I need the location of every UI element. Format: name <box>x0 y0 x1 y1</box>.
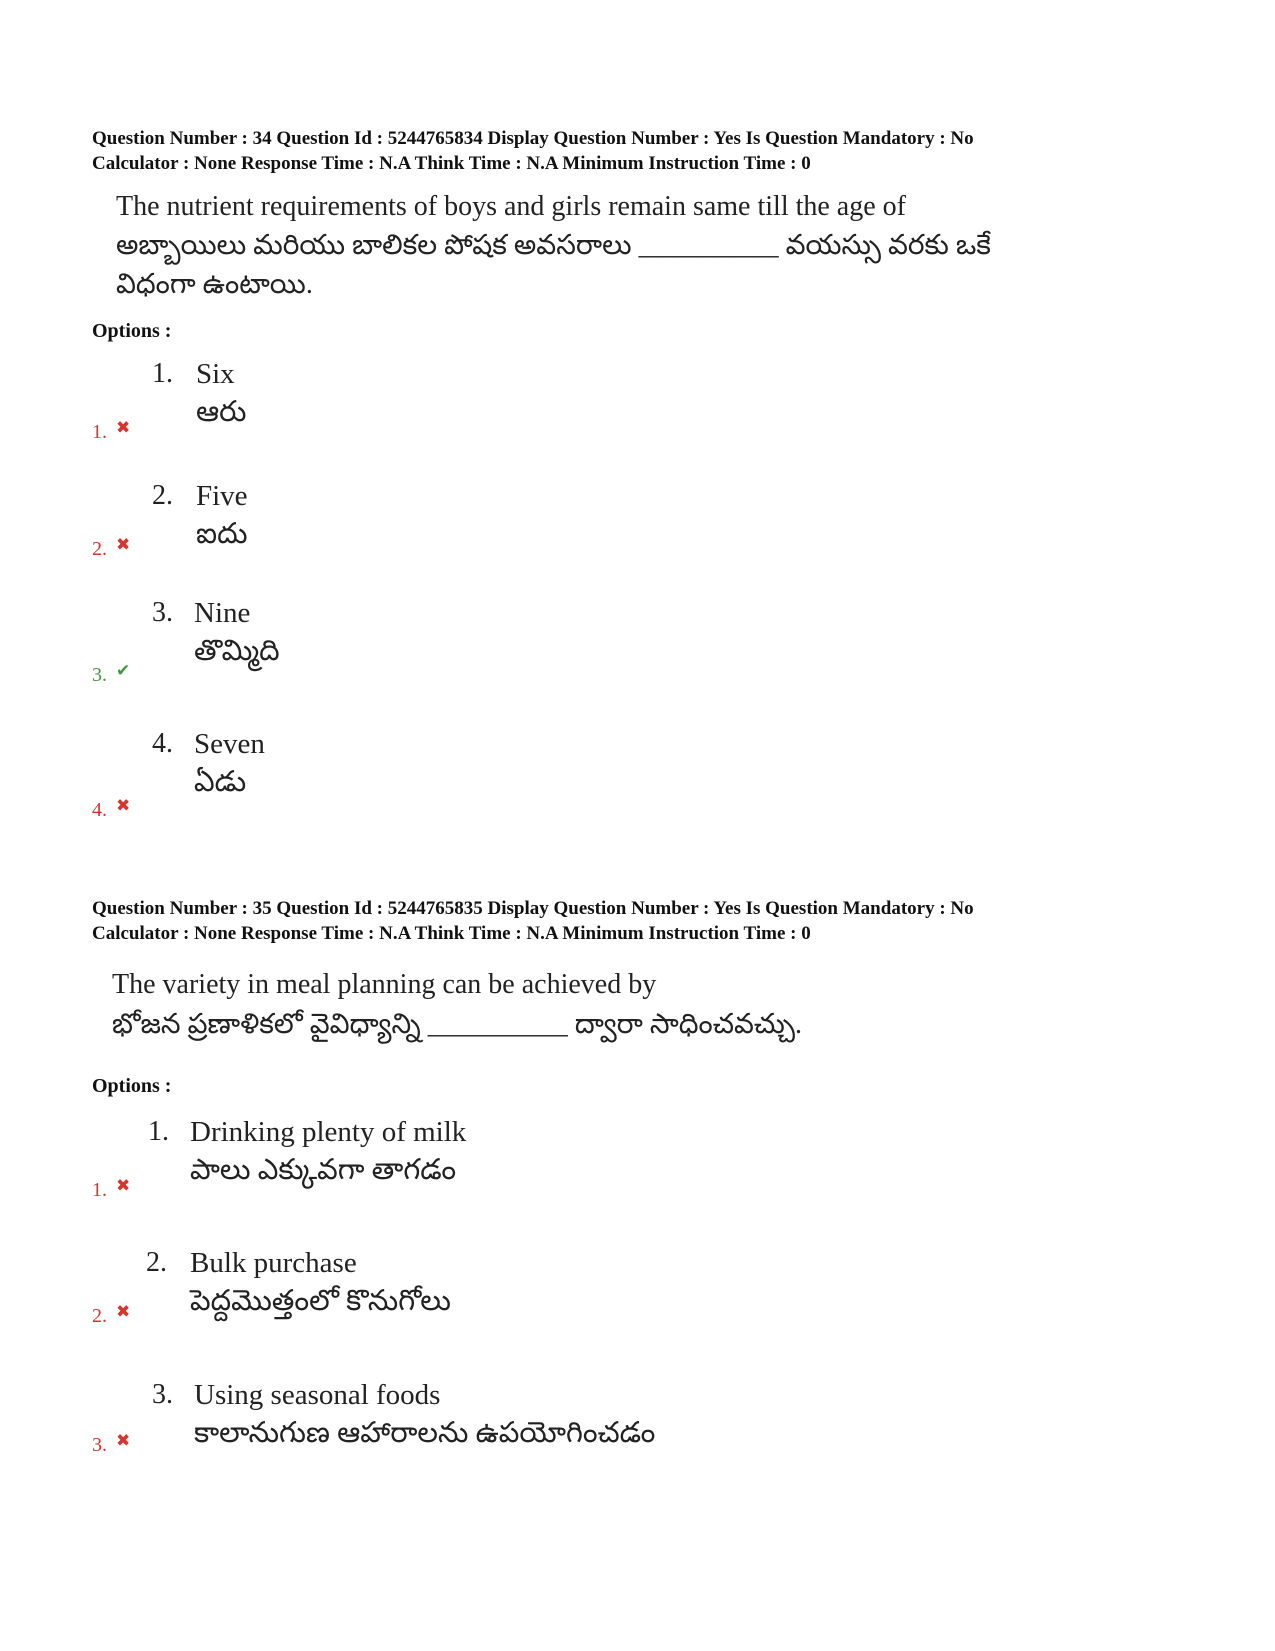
option-number: 2. <box>152 480 173 511</box>
wrong-cross-icon: ✖ <box>116 1431 131 1451</box>
result-number: 3. <box>92 1434 107 1456</box>
question-meta-line-1: Question Number : 34 Question Id : 5244765834 Display Question Number : Yes Is Question Mandatory : No <box>92 128 974 149</box>
question-meta-line-1: Question Number : 35 Question Id : 5244765835 Display Question Number : Yes Is Question Mandatory : No <box>92 898 974 919</box>
option-text-english: Five <box>196 480 248 512</box>
option-text-english: Six <box>196 358 235 390</box>
option-text-telugu: పాలు ఎక్కువగా తాగడం <box>190 1154 457 1186</box>
question-meta-line-2: Calculator : None Response Time : N.A Think Time : N.A Minimum Instruction Time : 0 <box>92 153 811 174</box>
option-number: 3. <box>152 597 173 628</box>
wrong-cross-icon: ✖ <box>116 418 131 438</box>
option-text-telugu: ఆరు <box>196 396 247 428</box>
options-label: Options : <box>92 1075 172 1097</box>
option-text-english: Bulk purchase <box>190 1247 357 1279</box>
option-text-telugu: ఏడు <box>194 766 247 798</box>
option-text-telugu: తొమ్మిది <box>194 635 280 667</box>
wrong-cross-icon: ✖ <box>116 1302 131 1322</box>
wrong-cross-icon: ✖ <box>116 796 131 816</box>
question-stem-english: The variety in meal planning can be achieved by <box>112 969 657 1000</box>
option-text-english: Nine <box>194 597 251 629</box>
option-number: 1. <box>148 1116 169 1147</box>
result-number: 2. <box>92 538 107 560</box>
options-label: Options : <box>92 320 172 342</box>
result-number: 2. <box>92 1305 107 1327</box>
question-stem-telugu-line-2: విధంగా ఉంటాయి. <box>116 269 313 300</box>
result-number: 4. <box>92 799 107 821</box>
question-stem-telugu-line-1: భోజన ప్రణాళికలో వైవిధ్యాన్ని __________ ద్వారా సాధించవచ్చు. <box>112 1009 803 1040</box>
question-meta-line-2: Calculator : None Response Time : N.A Think Time : N.A Minimum Instruction Time : 0 <box>92 923 811 944</box>
option-number: 1. <box>152 358 173 389</box>
correct-check-icon: ✔ <box>116 661 131 681</box>
result-number: 1. <box>92 421 107 443</box>
option-text-english: Drinking plenty of milk <box>190 1116 467 1148</box>
option-text-telugu: పెద్దమొత్తంలో కొనుగోలు <box>190 1285 451 1317</box>
wrong-cross-icon: ✖ <box>116 1176 131 1196</box>
option-text-telugu: ఐదు <box>196 518 248 550</box>
wrong-cross-icon: ✖ <box>116 535 131 555</box>
option-text-english: Using seasonal foods <box>194 1379 441 1411</box>
option-text-english: Seven <box>194 728 265 760</box>
option-number: 2. <box>146 1247 167 1278</box>
option-number: 3. <box>152 1379 173 1410</box>
result-number: 1. <box>92 1179 107 1201</box>
question-stem-english: The nutrient requirements of boys and girls remain same till the age of <box>116 191 906 222</box>
option-text-telugu: కాలానుగుణ ఆహారాలను ఉపయోగించడం <box>194 1417 656 1449</box>
question-stem-telugu-line-1: అబ్బాయిలు మరియు బాలికల పోషక అవసరాలు __________ వయస్సు వరకు ఒకే <box>116 230 991 261</box>
result-number: 3. <box>92 664 107 686</box>
option-number: 4. <box>152 728 173 759</box>
